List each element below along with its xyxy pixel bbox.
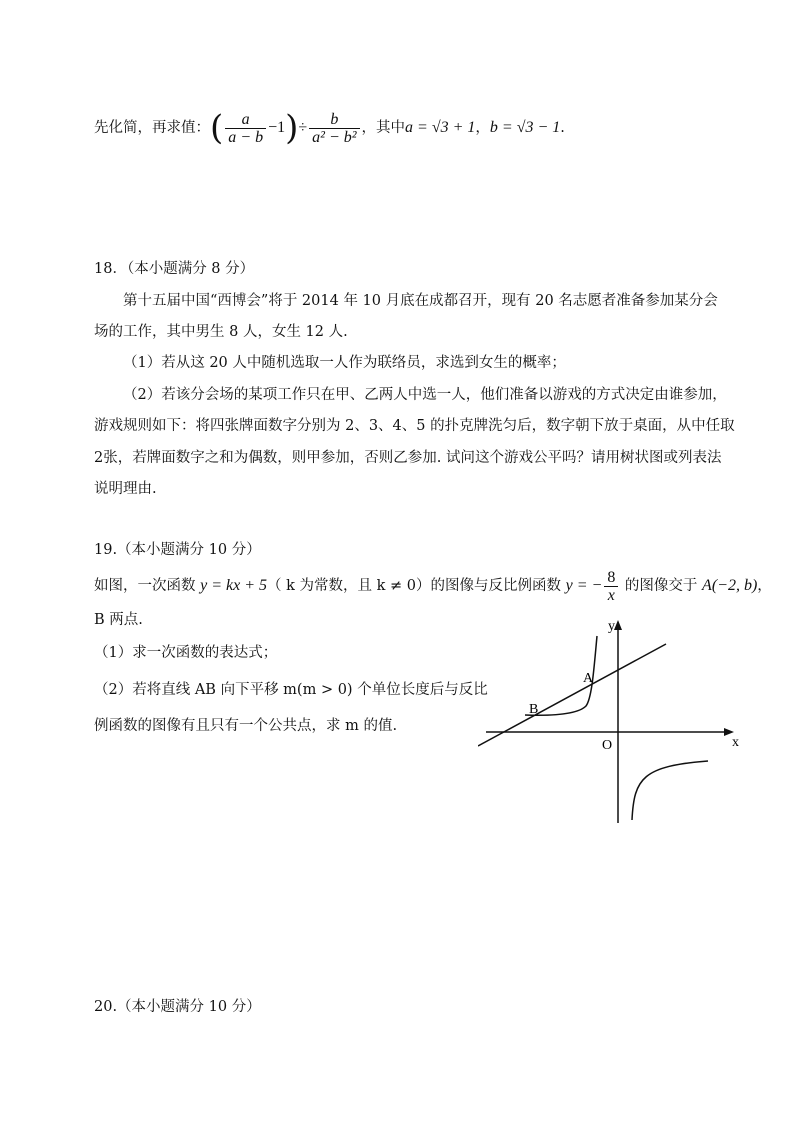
- y-axis-arrow: [614, 620, 622, 630]
- label-b: B: [529, 702, 539, 717]
- given-text: ，其中: [361, 120, 406, 136]
- q19-intro: [94, 568, 772, 604]
- b-value: b = √3 − 1: [489, 119, 561, 136]
- divide-sign: ÷: [298, 119, 308, 136]
- q20-heading: 20.（本小题满分 10 分）: [94, 999, 261, 1015]
- q18-part2-line1: （2）若该分会场的某项工作只在甲、乙两人中选一人，他们准备以游戏的方式决定由谁参加，: [123, 387, 727, 403]
- numerator-a: a: [241, 110, 250, 128]
- numerator-b: b: [330, 110, 339, 128]
- sep: ，: [475, 120, 490, 136]
- numerator-8: 8: [607, 568, 616, 586]
- q18-part2-line2: 游戏规则如下：将四张牌面数字分别为 2、3、4、5 的扑克牌洗匀后，数字朝下放于桌面，从中任取: [94, 418, 735, 434]
- line-ab: [478, 644, 666, 746]
- function-graph: [478, 618, 758, 828]
- q18-part1: （1）若从这 20 人中随机选取一人作为联络员，求选到女生的概率；: [123, 355, 566, 371]
- inverse-lhs: y = −: [565, 577, 603, 594]
- intro-c: 的图像交于: [620, 578, 703, 594]
- q19-heading: 19.（本小题满分 10 分）: [94, 542, 261, 558]
- a-value: a = √3 + 1: [405, 119, 476, 136]
- right-paren: ): [285, 108, 299, 148]
- q17-prefix: 先化简，再求值：: [94, 120, 210, 136]
- denominator-a-minus-b: a − b: [225, 128, 266, 146]
- q17-expression: [94, 108, 565, 148]
- fraction-b-over-a2-minus-b2: [309, 111, 359, 146]
- q19-part1: （1）求一次函数的表达式；: [94, 645, 278, 661]
- linear-function: y = kx + 5: [200, 577, 268, 594]
- label-a: A: [583, 671, 594, 686]
- point-a: A(−2, b): [702, 577, 758, 594]
- q18-heading: 18．（本小题满分 8 分）: [94, 261, 255, 277]
- q18-para1-line1: 第十五届中国“西博会”将于 2014 年 10 月底在成都召开，现有 20 名志愿者准备参加某分会: [123, 293, 718, 309]
- fraction-8-over-x: [604, 569, 618, 604]
- label-y: y: [608, 619, 615, 634]
- q19-part2-line1: （2）若将直线 AB 向下平移 m(m > 0) 个单位长度后与反比: [94, 682, 488, 698]
- q19-line2: B 两点.: [94, 612, 143, 628]
- q18-part2-line3: 2张，若牌面数字之和为偶数，则甲参加，否则乙参加. 试问这个游戏公平吗？请用树状图或列表法: [94, 450, 722, 466]
- intro-d: ，: [757, 578, 772, 594]
- left-paren: (: [210, 108, 224, 148]
- q18-part2-line4: 说明理由.: [94, 481, 157, 497]
- label-x: x: [732, 735, 739, 750]
- end-period: .: [560, 120, 565, 136]
- hyperbola-right-branch: [632, 761, 708, 820]
- denominator-x: x: [604, 586, 618, 604]
- q19-part2-line2: 例函数的图像有且只有一个公共点，求 m 的值.: [94, 718, 398, 734]
- label-o: O: [602, 738, 613, 753]
- fraction-a-over-a-minus-b: [225, 111, 266, 146]
- intro-b: （ k 为常数，且 k ≠ 0）的图像与反比例函数: [267, 578, 566, 594]
- denominator-a2-minus-b2: a² − b²: [309, 128, 359, 146]
- intro-a: 如图，一次函数: [94, 578, 201, 594]
- q18-para1-line2: 场的工作，其中男生 8 人，女生 12 人.: [94, 324, 348, 340]
- minus-one: −1: [268, 119, 286, 136]
